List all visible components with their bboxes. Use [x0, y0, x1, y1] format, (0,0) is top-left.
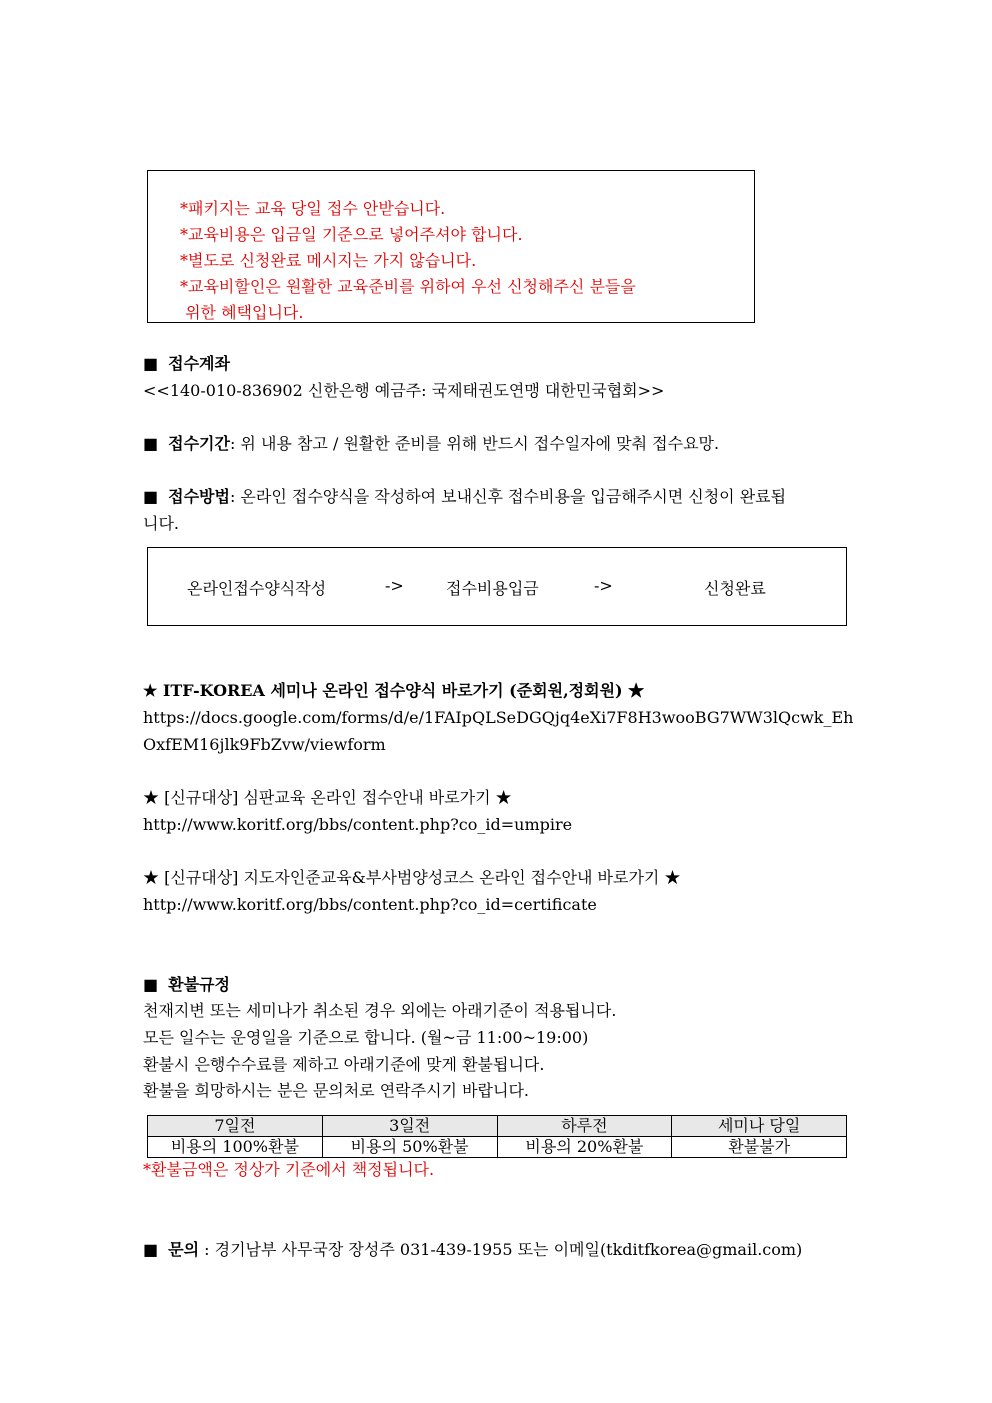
flow-arrow-2: -> — [594, 576, 613, 595]
table-cell: 환불불가 — [672, 1137, 847, 1158]
table-row — [148, 1137, 847, 1158]
method-text: : 온라인 접수양식을 작성하여 보내신후 접수비용을 입금해주시면 신청이 완료됩 — [229, 487, 787, 506]
method-heading: 접수방법 — [168, 487, 230, 506]
account-heading-line — [143, 351, 230, 377]
flow-step-payment: 접수비용입금 — [446, 579, 539, 598]
period-text: : 위 내용 참고 / 원활한 준비를 위해 반드시 접수일자에 맞춰 접수요망. — [229, 434, 720, 453]
itf-form-link-title: ★ ITF-KOREA 세미나 온라인 접수양식 바로가기 (준회원,정회원) ★ — [143, 681, 645, 700]
cert-link-title: ★ [신규대상] 지도자인준교육&부사범양성코스 온라인 접수안내 바로가기 ★ — [143, 868, 681, 887]
flow-step-complete: 신청완료 — [704, 579, 766, 598]
refund-note: *환불금액은 정상가 기준에서 책정됩니다. — [143, 1160, 435, 1179]
table-cell: 비용의 50%환불 — [322, 1137, 497, 1158]
flow-arrow-1: -> — [385, 576, 404, 595]
umpire-url[interactable]: http://www.koritf.org/bbs/content.php?co_id=umpire — [143, 815, 573, 834]
umpire-link-title: ★ [신규대상] 심판교육 온라인 접수안내 바로가기 ★ — [143, 788, 512, 807]
notice-line-2: *교육비용은 입금일 기준으로 넣어주셔야 합니다. — [180, 225, 523, 244]
notice-line-3: *별도로 신청완료 메시지는 가지 않습니다. — [180, 251, 477, 270]
account-heading: 접수계좌 — [168, 354, 230, 373]
itf-form-url-2[interactable]: OxfEM16jlk9FbZvw/viewform — [143, 735, 386, 754]
notice-box — [147, 170, 755, 323]
flow-step-online-form: 온라인접수양식작성 — [187, 579, 327, 598]
refund-line-3: 환불시 은행수수료를 제하고 아래기준에 맞게 환불됩니다. — [143, 1055, 545, 1074]
table-header-cell: 3일전 — [322, 1116, 497, 1137]
square-bullet-icon: ■ — [143, 975, 159, 994]
notice-line-5: 위한 혜택입니다. — [180, 303, 304, 322]
square-bullet-icon: ■ — [143, 487, 159, 506]
refund-line-1: 천재지변 또는 세미나가 취소된 경우 외에는 아래기준이 적용됩니다. — [143, 1001, 617, 1020]
square-bullet-icon: ■ — [143, 434, 159, 453]
contact-text: : 경기남부 사무국장 장성주 031-439-1955 또는 이메일(tkditfkorea@gmail.com) — [199, 1240, 803, 1259]
square-bullet-icon: ■ — [143, 1240, 159, 1259]
table-header-cell: 세미나 당일 — [672, 1116, 847, 1137]
itf-form-url-1[interactable]: https://docs.google.com/forms/d/e/1FAIpQLSeDGQjq4eXi7F8H3wooBG7WW3lQcwk_Eh — [143, 708, 854, 727]
refund-heading-line — [143, 972, 230, 998]
refund-line-4: 환불을 희망하시는 분은 문의처로 연락주시기 바랍니다. — [143, 1081, 530, 1100]
table-cell: 비용의 100%환불 — [148, 1137, 323, 1158]
notice-line-4: *교육비할인은 원활한 교육준비를 위하여 우선 신청해주신 분들을 — [180, 277, 636, 296]
table-header-cell: 7일전 — [148, 1116, 323, 1137]
account-text: <<140-010-836902 신한은행 예금주: 국제태권도연맹 대한민국협회>> — [143, 381, 665, 400]
refund-heading: 환불규정 — [168, 975, 230, 994]
method-line — [143, 484, 786, 510]
cert-url[interactable]: http://www.koritf.org/bbs/content.php?co_id=certificate — [143, 895, 597, 914]
contact-line — [143, 1237, 802, 1263]
period-heading: 접수기간 — [168, 434, 230, 453]
process-flow-box — [147, 547, 847, 626]
table-cell: 비용의 20%환불 — [497, 1137, 672, 1158]
table-header-row — [148, 1116, 847, 1137]
square-bullet-icon: ■ — [143, 354, 159, 373]
period-line — [143, 431, 719, 457]
refund-table — [147, 1115, 847, 1158]
method-text-cont: 니다. — [143, 514, 179, 533]
refund-line-2: 모든 일수는 운영일을 기준으로 합니다. (월~금 11:00~19:00) — [143, 1028, 589, 1047]
table-header-cell: 하루전 — [497, 1116, 672, 1137]
notice-line-1: *패키지는 교육 당일 접수 안받습니다. — [180, 199, 446, 218]
contact-heading: 문의 — [168, 1240, 200, 1259]
